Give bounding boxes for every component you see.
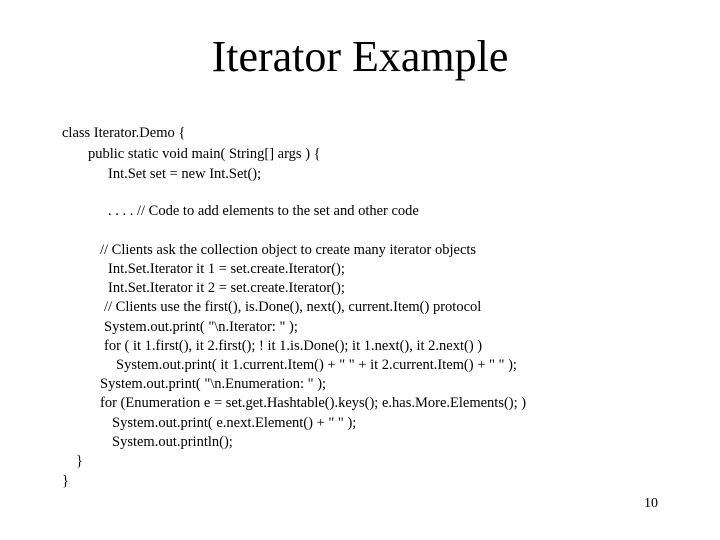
code-line: System.out.println(); xyxy=(112,434,233,450)
code-line: System.out.print( it 1.current.Item() + " " + it 2.current.Item() + " " ); xyxy=(116,357,517,373)
code-line: Int.Set set = new Int.Set(); xyxy=(108,166,262,182)
code-line: } xyxy=(62,473,69,489)
code-line: Int.Set.Iterator it 2 = set.create.Iterator(); xyxy=(108,280,345,296)
slide-title: Iterator Example xyxy=(211,32,509,81)
code-line: System.out.print( e.next.Element() + " " ); xyxy=(112,415,357,431)
code-line: public static void main( String[] args ) { xyxy=(88,146,321,162)
code-line: Int.Set.Iterator it 1 = set.create.Iterator(); xyxy=(108,261,345,277)
code-line: . . . . // Code to add elements to the set and other code xyxy=(108,203,419,219)
code-line: // Clients use the first(), is.Done(), next(), current.Item() protocol xyxy=(104,299,482,315)
code-line: System.out.print( "\n.Iterator: " ); xyxy=(104,319,298,335)
code-line: class Iterator.Demo { xyxy=(62,125,186,141)
code-line: System.out.print( "\n.Enumeration: " ); xyxy=(100,376,327,392)
code-line: for ( it 1.first(), it 2.first(); ! it 1.is.Done(); it 1.next(), it 2.next() ) xyxy=(104,338,483,354)
code-line: // Clients ask the collection object to create many iterator objects xyxy=(100,242,477,258)
code-line: for (Enumeration e = set.get.Hashtable().keys(); e.has.More.Elements(); ) xyxy=(100,395,527,411)
code-line: } xyxy=(76,453,83,469)
page-number: 10 xyxy=(644,496,658,511)
